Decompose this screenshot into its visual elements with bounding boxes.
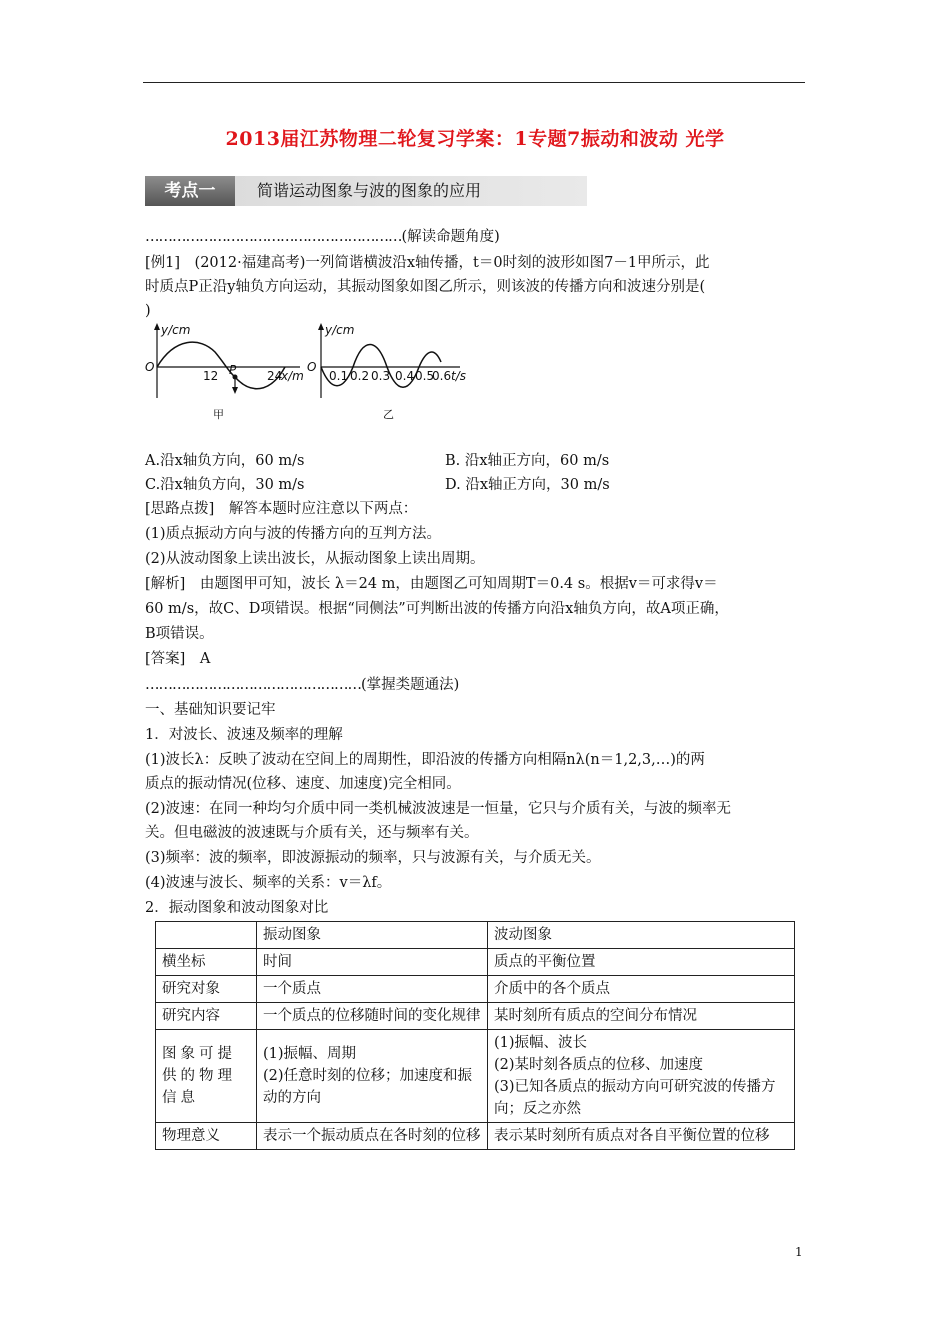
knowledge-subheading: 2．振动图象和波动图象对比 <box>145 900 329 916</box>
ylabel-a: y/cm <box>161 323 191 337</box>
example-text: ) <box>145 303 151 319</box>
table-row <box>156 1030 795 1123</box>
tick-24: 24 <box>267 369 283 383</box>
tick-b: 0.2 <box>350 369 370 383</box>
table-cell: 研究内容 <box>156 1003 257 1030</box>
page-title: 2013届江苏物理二轮复习学案：1专题7振动和波动 光学 <box>225 128 725 150</box>
origin-a: O <box>145 360 155 374</box>
tick-b: 0.3 <box>371 369 391 383</box>
option-a: A.沿x轴负方向，60 m/s <box>145 453 305 469</box>
table-cell: 波动图象 <box>488 922 795 949</box>
table-cell: 表示一个振动质点在各时刻的位移 <box>257 1123 488 1150</box>
header-rule <box>143 82 805 83</box>
thinking-text: (1)质点振动方向与波的传播方向的互判方法。 <box>145 526 442 542</box>
answer-text: [答案] A <box>145 651 211 667</box>
thinking-text: (2)从波动图象上读出波长，从振动图象上读出周期。 <box>145 551 485 567</box>
table-cell: 物理意义 <box>156 1123 257 1150</box>
divider-line-1: …………………………………………………(解读命题角度) <box>145 229 500 245</box>
knowledge-heading: 一、基础知识要记牢 <box>145 702 276 718</box>
knowledge-text: (1)波长λ：反映了波动在空间上的周期性，即沿波的传播方向相隔nλ(n＝1,2,3,…)的两 <box>145 752 705 768</box>
cell-line: (1)振幅、波长 <box>494 1035 588 1051</box>
table-cell: 一个质点 <box>257 976 488 1003</box>
table-row <box>156 1123 795 1150</box>
analysis-text: B项错误。 <box>145 626 214 642</box>
xlabel-a: x/m <box>281 369 304 383</box>
ylabel-b: y/cm <box>325 323 355 337</box>
wave-figures <box>145 322 475 432</box>
tick-12: 12 <box>203 369 219 383</box>
xlabel-b: t/s <box>451 369 466 383</box>
table-cell: 表示某时刻所有质点对各自平衡位置的位移 <box>488 1123 795 1150</box>
tick-b: 0.6 <box>432 369 452 383</box>
cell-line: (2)任意时刻的位移；加速度和振动的方向 <box>263 1068 473 1106</box>
cell-line: (1)振幅、周期 <box>263 1046 357 1062</box>
knowledge-text: 关。但电磁波的波速既与介质有关，还与频率有关。 <box>145 825 479 841</box>
origin-b: O <box>307 360 317 374</box>
cell-line: (3)已知各质点的振动方向可研究波的传播方向；反之亦然 <box>494 1079 776 1117</box>
analysis-text: 60 m/s，故C、D项错误。根据“同侧法”可判断出波的传播方向沿x轴负方向，故A项正确， <box>145 601 729 617</box>
table-cell <box>156 922 257 949</box>
table-row <box>156 976 795 1003</box>
tick-b: 0.4 <box>395 369 415 383</box>
wave-curve-a <box>157 342 285 389</box>
example-text: 时质点P正沿y轴负方向运动，其振动图象如图乙所示，则该波的传播方向和波速分别是( <box>145 279 706 295</box>
tick-b: 0.5 <box>415 369 435 383</box>
knowledge-text: (4)波速与波长、频率的关系：v＝λf。 <box>145 875 392 891</box>
tick-b: 0.1 <box>329 369 349 383</box>
comparison-table <box>155 921 795 1150</box>
table-cell: 横坐标 <box>156 949 257 976</box>
table-cell: 图象可提供的物理信息 <box>156 1030 257 1123</box>
knowledge-subheading: 1．对波长、波速及频率的理解 <box>145 727 343 743</box>
table-cell: 振动图象 <box>257 922 488 949</box>
knowledge-text: 质点的振动情况(位移、速度、加速度)完全相同。 <box>145 776 461 792</box>
section-banner <box>145 176 587 206</box>
table-row <box>156 922 795 949</box>
table-row <box>156 949 795 976</box>
thinking-text: [思路点拨] 解答本题时应注意以下两点： <box>145 501 418 517</box>
table-cell: 时间 <box>257 949 488 976</box>
analysis-text: [解析] 由题图甲可知，波长 λ＝24 m，由题图乙可知周期T＝0.4 s。根据v＝可求得v＝ <box>145 576 718 592</box>
option-d: D. 沿x轴正方向，30 m/s <box>445 477 610 493</box>
table-cell: 质点的平衡位置 <box>488 949 795 976</box>
knowledge-text: (3)频率：波的频率，即波源振动的频率，只与波源有关，与介质无关。 <box>145 850 601 866</box>
page-number: 1 <box>795 1245 803 1259</box>
table-cell: 一个质点的位移随时间的变化规律 <box>257 1003 488 1030</box>
table-cell: 介质中的各个质点 <box>488 976 795 1003</box>
point-p: P <box>229 363 237 377</box>
section-heading: 简谐运动图象与波的图象的应用 <box>227 176 587 206</box>
cell-line: (2)某时刻各质点的位移、加速度 <box>494 1057 704 1073</box>
caption-b: 乙 <box>383 408 394 421</box>
option-c: C.沿x轴负方向，30 m/s <box>145 477 305 493</box>
knowledge-text: (2)波速：在同一种均匀介质中同一类机械波波速是一恒量，它只与介质有关，与波的频率无 <box>145 801 732 817</box>
option-b: B. 沿x轴正方向，60 m/s <box>445 453 610 469</box>
table-cell <box>257 1030 488 1123</box>
divider-line-2: …………………………………………(掌握类题通法) <box>145 677 460 693</box>
table-row <box>156 1003 795 1030</box>
section-tag: 考点一 <box>145 176 235 206</box>
example-text: [例1] (2012·福建高考)一列简谐横波沿x轴传播，t＝0时刻的波形如图7－1甲所示，此 <box>145 255 710 271</box>
table-cell: 某时刻所有质点的空间分布情况 <box>488 1003 795 1030</box>
table-cell <box>488 1030 795 1123</box>
table-cell: 研究对象 <box>156 976 257 1003</box>
caption-a: 甲 <box>213 408 224 421</box>
